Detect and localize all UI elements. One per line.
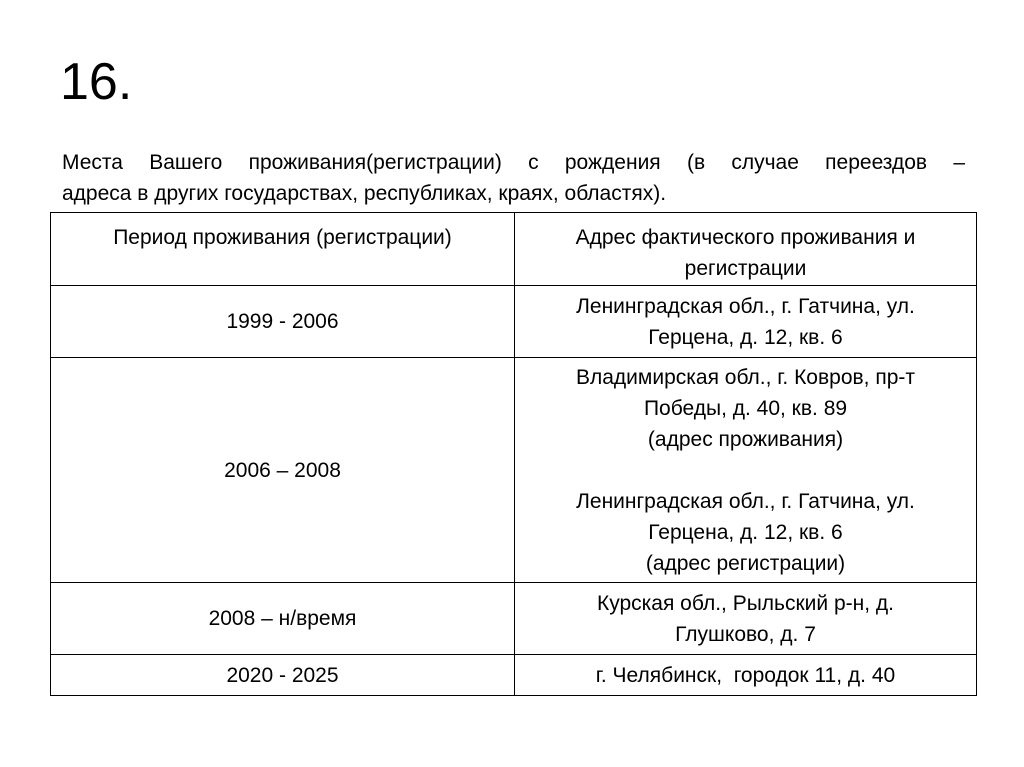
address-block — [521, 660, 970, 691]
slide-number: 16. — [60, 53, 133, 111]
period-cell — [51, 583, 515, 655]
residence-table — [50, 212, 977, 696]
header-address-line: регистрации — [684, 257, 807, 280]
table-row — [51, 583, 977, 655]
table-row — [51, 358, 977, 583]
address-block — [521, 486, 970, 579]
header-period-label: Период проживания (регистрации) — [113, 226, 452, 249]
intro-line: адреса в других государствах, республиках, краях, областях). — [62, 182, 667, 205]
address-note: (адрес регистрации) — [645, 551, 846, 575]
address-cell — [515, 583, 977, 655]
address-block — [521, 291, 970, 353]
table-header-row — [51, 213, 977, 286]
period-text: 1999 - 2006 — [226, 310, 339, 333]
intro-line: Места Вашего проживания(регистрации) с рождения (в случае переездов – — [62, 151, 965, 174]
address-line: Ленинградская обл., г. Гатчина, ул. — [576, 489, 915, 513]
address-line: Курская обл., Рыльский р-н, д. — [596, 591, 895, 615]
address-line: Герцена, д. 12, кв. 6 — [648, 520, 843, 544]
address-cell — [515, 358, 977, 583]
address-line: Владимирская обл., г. Ковров, пр-т — [575, 365, 915, 389]
address-cell — [515, 286, 977, 358]
intro-paragraph — [62, 147, 965, 209]
address-note: (адрес проживания) — [647, 427, 844, 451]
address-line: г. Челябинск, городок 11, д. 40 — [595, 663, 896, 687]
address-line: Герцена, д. 12, кв. 6 — [648, 325, 843, 349]
period-cell — [51, 286, 515, 358]
header-period — [51, 213, 515, 286]
table-row — [51, 286, 977, 358]
header-address-line: Адрес фактического проживания и — [575, 226, 916, 249]
table-row — [51, 655, 977, 696]
period-text: 2008 – н/время — [208, 607, 357, 630]
address-block — [521, 588, 970, 650]
address-block — [521, 362, 970, 455]
header-address — [515, 213, 977, 286]
address-cell — [515, 655, 977, 696]
address-line: Победы, д. 40, кв. 89 — [643, 396, 848, 420]
address-line: Ленинградская обл., г. Гатчина, ул. — [576, 294, 915, 318]
address-line: Глушково, д. 7 — [675, 622, 816, 646]
period-text: 2006 – 2008 — [224, 458, 341, 482]
period-text: 2020 - 2025 — [226, 663, 339, 687]
period-cell — [51, 655, 515, 696]
period-cell — [51, 358, 515, 583]
